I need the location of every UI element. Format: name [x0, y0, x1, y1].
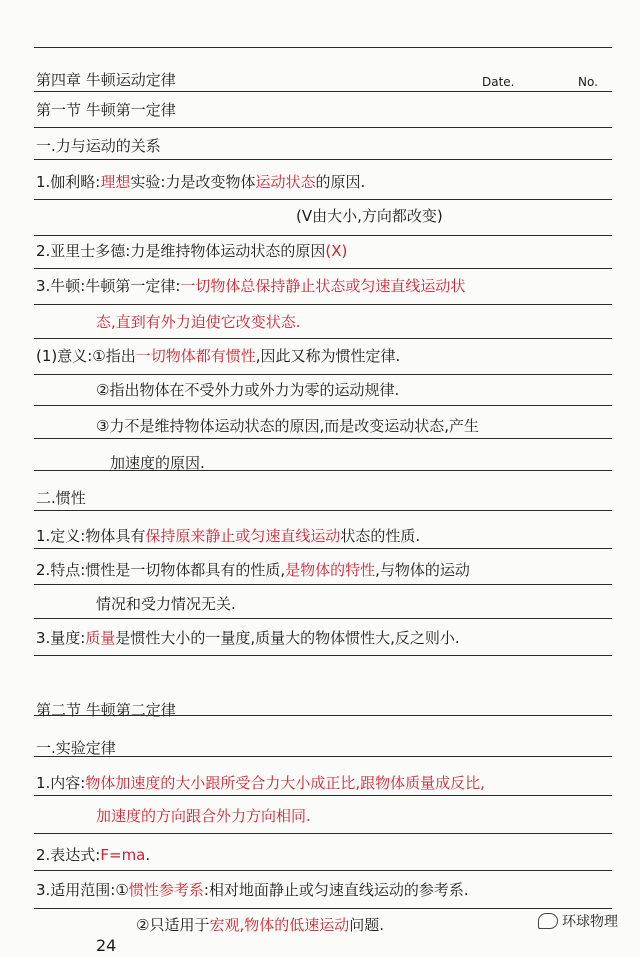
note-line — [36, 628, 640, 648]
note-line — [36, 845, 640, 865]
note-text: . — [145, 846, 151, 864]
note-text: 2.特点:惯性是一切物体都具有的性质, — [36, 561, 286, 579]
note-line — [296, 206, 640, 226]
note-text: 2.表达式: — [36, 846, 101, 864]
rule-line — [34, 438, 612, 439]
note-text: 情况和受力情况无关. — [96, 595, 236, 613]
rule-line — [34, 908, 612, 909]
rule-line — [34, 159, 612, 160]
note-text: :相对地面静止或匀速直线运动的参考系. — [203, 881, 469, 899]
note-text: 二.惯性 — [36, 489, 86, 507]
rule-line — [34, 374, 612, 375]
note-line — [36, 700, 640, 720]
rule-line — [34, 618, 612, 619]
highlighted-text: 宏观,物体的低速运动 — [209, 916, 350, 934]
rule-line — [34, 199, 612, 200]
note-text: (1)意义:①指出 — [36, 347, 136, 365]
highlighted-text: 理想 — [100, 173, 131, 191]
rule-line — [34, 655, 612, 656]
note-text: 加速度的原因. — [110, 454, 205, 472]
note-line — [36, 526, 640, 546]
rule-line — [34, 127, 612, 128]
highlighted-text: 态,直到有外力迫使它改变状态. — [96, 313, 301, 331]
note-line — [36, 346, 640, 366]
note-text: (V由大小,方向都改变) — [296, 207, 443, 225]
rule-line — [34, 47, 612, 48]
note-line — [96, 806, 640, 826]
note-text: 3.牛顿:牛顿第一定律: — [36, 277, 181, 295]
highlighted-text: 惯性参考系 — [128, 881, 204, 899]
rule-line — [34, 268, 612, 269]
note-line — [36, 276, 640, 296]
watermark: 环球物理 — [538, 911, 618, 931]
note-text: 问题. — [349, 916, 385, 934]
rule-line — [34, 510, 612, 511]
note-text: 第二节 牛顿第二定律 — [36, 701, 176, 719]
note-text: 第一节 牛顿第一定律 — [36, 101, 176, 119]
note-text: 3.量度: — [36, 629, 86, 647]
note-text: 1.伽利略: — [36, 173, 101, 191]
note-line — [36, 773, 640, 793]
note-text: 实验:力是改变物体 — [130, 173, 256, 191]
date-label: Date. — [482, 75, 515, 89]
note-line — [96, 312, 640, 332]
rule-line — [34, 91, 612, 92]
rule-line — [34, 833, 612, 834]
highlighted-text: 加速度的方向跟合外力方向相同. — [96, 807, 311, 825]
note-text: 的原因. — [315, 173, 366, 191]
highlighted-text: 保持原来静止或匀速直线运动 — [145, 527, 341, 545]
rule-line — [34, 584, 612, 585]
note-line — [96, 594, 640, 614]
highlighted-text: (X) — [325, 242, 348, 260]
highlighted-text: 质量 — [85, 629, 116, 647]
highlighted-text: 运动状态 — [255, 173, 316, 191]
chapter-title: 第四章 牛顿运动定律 — [36, 71, 176, 89]
note-text: 1.内容: — [36, 774, 86, 792]
rule-line — [34, 795, 612, 796]
note-text: 3.适用范围:① — [36, 881, 129, 899]
note-line — [110, 453, 640, 473]
highlighted-text: F=ma — [100, 846, 146, 864]
rule-line — [34, 235, 612, 236]
note-text: ②指出物体在不受外力或外力为零的运动规律. — [96, 381, 400, 399]
number-label: No. — [578, 75, 598, 89]
note-text: ③力不是维持物体运动状态的原因,而是改变运动状态,产生 — [96, 417, 479, 435]
note-text: 1.定义:物体具有 — [36, 527, 146, 545]
note-text: 一.实验定律 — [36, 739, 116, 757]
note-line — [96, 416, 640, 436]
note-line — [36, 738, 640, 758]
highlighted-text: 一切物体都有惯性 — [135, 347, 256, 365]
note-text: 是惯性大小的一量度,质量大的物体惯性大,反之则小. — [115, 629, 460, 647]
note-line — [36, 560, 640, 580]
rule-line — [34, 548, 612, 549]
note-line — [36, 880, 640, 900]
page-number: 24 — [96, 936, 117, 955]
note-line — [36, 488, 640, 508]
note-line — [96, 380, 640, 400]
note-text: 状态的性质. — [340, 527, 421, 545]
note-line — [36, 241, 640, 261]
highlighted-text: 是物体的特性 — [285, 561, 376, 579]
note-text: 一.力与运动的关系 — [36, 137, 161, 155]
highlighted-text: 一切物体总保持静止状态或匀速直线运动状 — [180, 277, 466, 295]
note-line — [36, 172, 640, 192]
note-text: ②只适用于 — [136, 916, 210, 934]
highlighted-text: 物体加速度的大小跟所受合力大小成正比,跟物体质量成反比, — [85, 774, 485, 792]
note-line — [36, 136, 640, 156]
note-text: 2.亚里士多德:力是维持物体运动状态的原因 — [36, 242, 326, 260]
rule-line — [34, 304, 612, 305]
rule-line — [34, 338, 612, 339]
note-text: ,与物体的运动 — [375, 561, 470, 579]
note-text: ,因此又称为惯性定律. — [255, 347, 401, 365]
chat-bubble-icon — [538, 913, 558, 929]
rule-line — [34, 870, 612, 871]
note-line — [36, 100, 640, 120]
rule-line — [34, 405, 612, 406]
